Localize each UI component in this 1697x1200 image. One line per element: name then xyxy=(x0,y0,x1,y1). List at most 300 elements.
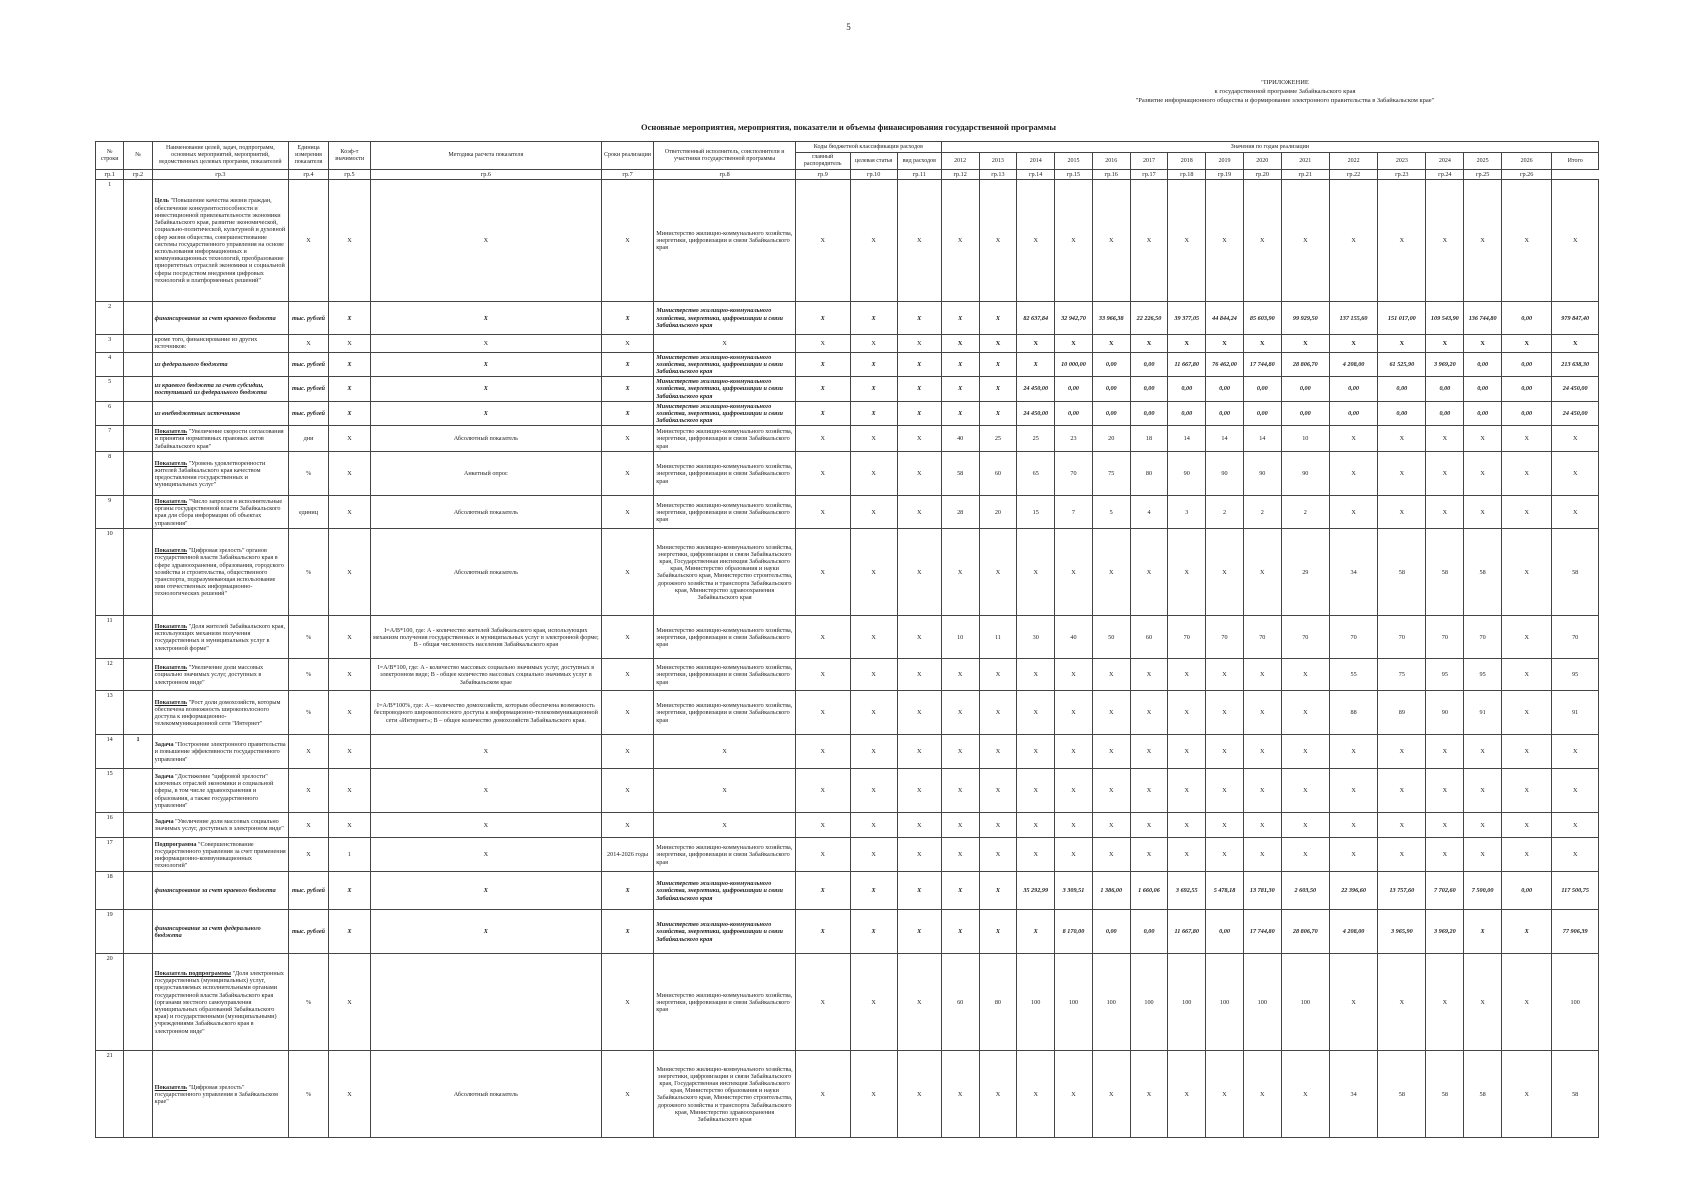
row-coef: Х xyxy=(328,1051,370,1138)
year-value: 0,00 xyxy=(1092,377,1130,402)
x-cell: Х xyxy=(795,1051,850,1138)
year-value: Х xyxy=(1378,426,1426,452)
year-value: 80 xyxy=(1130,452,1168,496)
x-cell: Х xyxy=(850,452,897,496)
row-name-text: "Совершенствование государственного управления за счет применения информационно-коммуникационных технологий" xyxy=(154,840,286,870)
year-value: Х xyxy=(1378,838,1426,872)
year-value: 0,00 xyxy=(1243,401,1281,426)
year-value: Х xyxy=(979,335,1017,352)
year-value: 25 xyxy=(1017,426,1055,452)
year-value: 0,00 xyxy=(1281,401,1329,426)
year-value: 13 781,30 xyxy=(1243,872,1281,910)
x-cell: Х xyxy=(289,335,329,352)
row-unit: % xyxy=(289,1051,329,1138)
row-executor: Министерство жилищно-коммунального хозяйства, энергетики, цифровизации и связи Забайкальского края xyxy=(654,401,796,426)
year-value: 5 478,18 xyxy=(1206,872,1244,910)
row-code-type: Х xyxy=(897,302,941,335)
year-value: 13 757,60 xyxy=(1378,872,1426,910)
row-executor: Министерство жилищно-коммунального хозяйства, энергетики, цифровизации и связи Забайкальского края xyxy=(654,616,796,659)
row-number: 3 xyxy=(96,335,124,352)
table-row xyxy=(96,496,1599,529)
row-name xyxy=(152,496,288,529)
row-code-article: Х xyxy=(850,401,897,426)
year-value: Х xyxy=(1378,954,1426,1051)
column-number: гр.24 xyxy=(1426,170,1464,180)
row-unit: Х xyxy=(289,180,329,302)
year-value: 0,00 xyxy=(1168,401,1206,426)
year-value: 30 xyxy=(1017,616,1055,659)
row-executor: Министерство жилищно-коммунального хозяйства, энергетики, цифровизации и связи Забайкальского края xyxy=(654,910,796,954)
year-value: 10 000,00 xyxy=(1055,352,1093,377)
year-value: Х xyxy=(1378,769,1426,813)
row-number: 18 xyxy=(96,872,124,910)
row-name-lead: Показатель xyxy=(154,1083,188,1091)
year-value: Х xyxy=(1243,529,1281,616)
header-code-article: целевая статья xyxy=(850,153,897,170)
row-code-main: Х xyxy=(795,401,850,426)
year-value: 100 xyxy=(1206,954,1244,1051)
year-value: Х xyxy=(1281,180,1329,302)
year-value: 60 xyxy=(979,452,1017,496)
program-table xyxy=(95,141,1599,1138)
row-unit: тыс. рублей xyxy=(289,872,329,910)
year-value: 213 638,30 xyxy=(1552,352,1599,377)
year-value: Х xyxy=(1378,735,1426,769)
row-number: 20 xyxy=(96,954,124,1051)
row-sub-number xyxy=(124,872,152,910)
year-value: Х xyxy=(941,180,979,302)
row-term: 2014-2026 годы xyxy=(601,838,653,872)
row-sub-number xyxy=(124,426,152,452)
year-value: Х xyxy=(1055,529,1093,616)
year-value: Х xyxy=(941,335,979,352)
row-number: 12 xyxy=(96,659,124,691)
year-value: Х xyxy=(1130,838,1168,872)
year-value: 17 744,80 xyxy=(1243,352,1281,377)
row-method: Х xyxy=(370,180,601,302)
table-row xyxy=(96,838,1599,872)
row-name-lead: Цель xyxy=(154,197,169,205)
table-row xyxy=(96,335,1599,352)
row-executor: Министерство жилищно-коммунального хозяйства, энергетики, цифровизации и связи Забайкальского края xyxy=(654,838,796,872)
row-term: Х xyxy=(601,691,653,735)
year-value: 0,00 xyxy=(1092,910,1130,954)
year-value: Х xyxy=(941,529,979,616)
year-value: 88 xyxy=(1329,691,1377,735)
row-unit: единиц xyxy=(289,496,329,529)
year-value: 3 969,20 xyxy=(1426,910,1464,954)
row-number: 4 xyxy=(96,352,124,377)
row-executor: Министерство жилищно-коммунального хозяйства, энергетики, цифровизации и связи Забайкальского края xyxy=(654,954,796,1051)
year-value: Х xyxy=(1055,735,1093,769)
year-value: 100 xyxy=(1055,954,1093,1051)
row-sub-number xyxy=(124,616,152,659)
year-value: 14 xyxy=(1168,426,1206,452)
row-code-article: Х xyxy=(850,910,897,954)
row-unit: % xyxy=(289,616,329,659)
year-value: Х xyxy=(1464,180,1502,302)
row-name xyxy=(152,954,288,1051)
x-cell: Х xyxy=(795,838,850,872)
x-cell: Х xyxy=(850,838,897,872)
year-value: 0,00 xyxy=(1426,401,1464,426)
row-method: Х xyxy=(370,813,601,838)
row-term: Х xyxy=(601,377,653,402)
row-code-type: Х xyxy=(897,352,941,377)
year-value: Х xyxy=(1464,954,1502,1051)
row-term: Х xyxy=(601,180,653,302)
column-number: гр.12 xyxy=(941,170,979,180)
row-name xyxy=(152,426,288,452)
year-value: 89 xyxy=(1378,691,1426,735)
x-cell: Х xyxy=(897,426,941,452)
header-year: 2021 xyxy=(1281,153,1329,170)
x-cell: Х xyxy=(795,691,850,735)
year-value: Х xyxy=(1092,813,1130,838)
year-value: Х xyxy=(941,401,979,426)
row-number: 7 xyxy=(96,426,124,452)
year-value: 2 xyxy=(1281,496,1329,529)
year-value: 0,00 xyxy=(1502,352,1552,377)
row-sub-number xyxy=(124,452,152,496)
table-row xyxy=(96,426,1599,452)
year-value: Х xyxy=(941,659,979,691)
year-value: 23 xyxy=(1055,426,1093,452)
row-method: Х xyxy=(370,872,601,910)
year-value: Х xyxy=(1502,616,1552,659)
year-value: Х xyxy=(1243,735,1281,769)
year-value: 70 xyxy=(1552,616,1599,659)
x-cell: Х xyxy=(850,180,897,302)
table-row xyxy=(96,352,1599,377)
row-unit: тыс. рублей xyxy=(289,910,329,954)
year-value: 58 xyxy=(941,452,979,496)
row-name xyxy=(152,529,288,616)
year-value: 100 xyxy=(1168,954,1206,1051)
row-name-text: "Увеличение доли массовых социально значимых услуг, доступных в электронном виде" xyxy=(154,818,284,833)
year-value: Х xyxy=(1243,180,1281,302)
year-value: Х xyxy=(979,302,1017,335)
row-name-text: "Достижение "цифровой зрелости" ключевых отраслей экономики и социальной сферы, в том числе здравоохранения и образования, а также государственного управления" xyxy=(154,772,274,809)
header-year: 2019 xyxy=(1206,153,1244,170)
row-number: 15 xyxy=(96,769,124,813)
row-code-type: Х xyxy=(897,401,941,426)
x-cell: Х xyxy=(795,180,850,302)
year-value: 50 xyxy=(1092,616,1130,659)
row-name-lead: Показатель подпрограммы xyxy=(154,970,231,978)
year-value: 109 543,90 xyxy=(1426,302,1464,335)
column-number: гр.11 xyxy=(897,170,941,180)
year-value: 14 xyxy=(1206,426,1244,452)
row-term: Х xyxy=(601,302,653,335)
year-value: 90 xyxy=(1281,452,1329,496)
year-value: 20 xyxy=(979,496,1017,529)
year-value: 100 xyxy=(1130,954,1168,1051)
row-method: Абсолютный показатель xyxy=(370,1051,601,1138)
year-value: Х xyxy=(1502,426,1552,452)
year-value: 1 660,06 xyxy=(1130,872,1168,910)
year-value: 0,00 xyxy=(1206,377,1244,402)
year-value: Х xyxy=(1017,335,1055,352)
row-name xyxy=(152,616,288,659)
year-value: Х xyxy=(1329,954,1377,1051)
year-value: Х xyxy=(1206,1051,1244,1138)
year-value: 100 xyxy=(1552,954,1599,1051)
year-value: 0,00 xyxy=(1464,401,1502,426)
year-value: Х xyxy=(1378,452,1426,496)
year-value: 100 xyxy=(1281,954,1329,1051)
year-value: 40 xyxy=(1055,616,1093,659)
year-value: Х xyxy=(1281,735,1329,769)
year-value: 33 966,38 xyxy=(1092,302,1130,335)
year-value: 15 xyxy=(1017,496,1055,529)
year-value: 117 500,75 xyxy=(1552,872,1599,910)
row-name xyxy=(152,769,288,813)
year-value: Х xyxy=(1168,838,1206,872)
row-coef: Х xyxy=(328,691,370,735)
year-value: Х xyxy=(1243,769,1281,813)
table-row xyxy=(96,813,1599,838)
year-value: Х xyxy=(1092,659,1130,691)
header-codes: Коды бюджетной классификации расходов xyxy=(795,142,941,153)
row-number: 8 xyxy=(96,452,124,496)
year-value: Х xyxy=(1168,813,1206,838)
year-value: 24 450,00 xyxy=(1552,401,1599,426)
year-value: 10 xyxy=(941,616,979,659)
year-value: 100 xyxy=(1017,954,1055,1051)
year-value: Х xyxy=(1502,335,1552,352)
row-name-lead: Показатель xyxy=(154,623,188,631)
year-value: Х xyxy=(1055,838,1093,872)
year-value: Х xyxy=(941,377,979,402)
year-value: 70 xyxy=(1243,616,1281,659)
column-number: гр.1 xyxy=(96,170,124,180)
x-cell: Х xyxy=(795,769,850,813)
header-year: 2014 xyxy=(1017,153,1055,170)
row-unit: % xyxy=(289,954,329,1051)
page-number: 5 xyxy=(846,22,851,32)
year-value: Х xyxy=(1426,426,1464,452)
header-year: 2016 xyxy=(1092,153,1130,170)
row-term: Х xyxy=(601,910,653,954)
row-coef: Х xyxy=(328,616,370,659)
row-coef: 1 xyxy=(328,838,370,872)
year-value: 58 xyxy=(1426,1051,1464,1138)
year-value: Х xyxy=(1092,735,1130,769)
row-coef: Х xyxy=(328,872,370,910)
year-value: 4 208,00 xyxy=(1329,352,1377,377)
column-number: гр.10 xyxy=(850,170,897,180)
year-value: Х xyxy=(1502,452,1552,496)
year-value: Х xyxy=(941,838,979,872)
row-executor: Министерство жилищно-коммунального хозяйства, энергетики, цифровизации и связи Забайкальского края xyxy=(654,496,796,529)
year-value: Х xyxy=(1281,659,1329,691)
year-value: Х xyxy=(1502,496,1552,529)
row-method: Х xyxy=(370,769,601,813)
year-value: Х xyxy=(1055,813,1093,838)
year-value: Х xyxy=(1552,335,1599,352)
row-coef: Х xyxy=(328,954,370,1051)
year-value: Х xyxy=(1502,735,1552,769)
row-term: Х xyxy=(601,529,653,616)
x-cell: Х xyxy=(897,659,941,691)
row-method xyxy=(370,954,601,1051)
row-executor: Министерство жилищно-коммунального хозяйства, энергетики, цифровизации и связи Забайкальского края, Государственная инспекция Забайкальского края, Министерство образования и науки Забайкальского края, Министерство строительства, дорожного хозяйства и транспорта Забайкальского края, Министерство здравоохранения Забайкальского края xyxy=(654,529,796,616)
header-year: 2015 xyxy=(1055,153,1093,170)
year-value: 2 xyxy=(1243,496,1281,529)
year-value: 90 xyxy=(1206,452,1244,496)
year-value: Х xyxy=(1502,691,1552,735)
year-value: Х xyxy=(1502,910,1552,954)
row-unit: % xyxy=(289,529,329,616)
year-value: 28 806,70 xyxy=(1281,352,1329,377)
year-value: Х xyxy=(1206,813,1244,838)
row-name-lead: Показатель xyxy=(154,698,188,706)
year-value: Х xyxy=(979,691,1017,735)
column-number: гр.5 xyxy=(328,170,370,180)
appendix-line3: "Развитие информационного общества и формирование электронного правительства в Забайкальском крае" xyxy=(1135,97,1435,104)
row-name-text: "Уровень удовлетворенности жителей Забайкальского края качеством предоставления государственных и муниципальных услуг" xyxy=(154,459,266,489)
column-number: гр.23 xyxy=(1378,170,1426,180)
year-value: 58 xyxy=(1464,1051,1502,1138)
year-value: 3 xyxy=(1168,496,1206,529)
year-value: Х xyxy=(1130,335,1168,352)
year-value: Х xyxy=(1281,813,1329,838)
row-name-text: "Построение электронного правительства и повышение эффективности государственного управления" xyxy=(154,741,286,763)
year-value: Х xyxy=(1017,769,1055,813)
year-value: 95 xyxy=(1552,659,1599,691)
x-cell: Х xyxy=(897,1051,941,1138)
year-value: 70 xyxy=(1055,452,1093,496)
column-number: гр.7 xyxy=(601,170,653,180)
year-value: Х xyxy=(1502,180,1552,302)
row-coef: Х xyxy=(328,529,370,616)
x-cell: Х xyxy=(795,659,850,691)
year-value: 11 667,80 xyxy=(1168,910,1206,954)
x-cell: Х xyxy=(897,735,941,769)
row-executor: Х xyxy=(654,813,796,838)
year-value: 95 xyxy=(1464,659,1502,691)
year-value: Х xyxy=(1017,180,1055,302)
row-term: Х xyxy=(601,401,653,426)
year-value: Х xyxy=(1206,529,1244,616)
row-name-lead: Подпрограмма xyxy=(154,840,197,848)
year-value: Х xyxy=(979,377,1017,402)
row-term: Х xyxy=(601,352,653,377)
row-sub-number xyxy=(124,813,152,838)
row-sub-number xyxy=(124,401,152,426)
header-code-main: главный распорядитель xyxy=(795,153,850,170)
column-number: гр.2 xyxy=(124,170,152,180)
year-value: 34 xyxy=(1329,529,1377,616)
year-value: Х xyxy=(1092,769,1130,813)
row-term: Х xyxy=(601,659,653,691)
row-name-lead: Показатель xyxy=(154,498,188,506)
year-value: Х xyxy=(1055,659,1093,691)
header-executor: Ответственный исполнитель, соисполнители и участники государственной программы xyxy=(654,142,796,170)
row-coef: Х xyxy=(328,426,370,452)
row-code-type: Х xyxy=(897,377,941,402)
year-value: 90 xyxy=(1243,452,1281,496)
year-value: Х xyxy=(1502,1051,1552,1138)
year-value: Х xyxy=(1243,335,1281,352)
row-method: Анкетный опрос xyxy=(370,452,601,496)
year-value: Х xyxy=(1378,496,1426,529)
header-name: Наименование целей, задач, подпрограмм, основных мероприятий, мероприятий, ведомственных целевых программ, показателей xyxy=(152,142,288,170)
row-sub-number xyxy=(124,954,152,1051)
year-value: Х xyxy=(1017,838,1055,872)
year-value: Х xyxy=(1168,769,1206,813)
row-name: из внебюджетных источников xyxy=(152,401,288,426)
year-value: 58 xyxy=(1552,529,1599,616)
year-value: Х xyxy=(1464,452,1502,496)
year-value: 0,00 xyxy=(1378,377,1426,402)
row-code-type: Х xyxy=(897,910,941,954)
row-coef: Х xyxy=(328,352,370,377)
year-value: 1 386,00 xyxy=(1092,872,1130,910)
row-name xyxy=(152,659,288,691)
row-unit: тыс. рублей xyxy=(289,302,329,335)
year-value: 70 xyxy=(1378,616,1426,659)
year-value: 7 xyxy=(1055,496,1093,529)
year-value: 25 xyxy=(979,426,1017,452)
row-code-main: Х xyxy=(795,910,850,954)
row-number: 14 xyxy=(96,735,124,769)
year-value: Х xyxy=(1378,180,1426,302)
appendix-header xyxy=(1085,78,1485,105)
row-unit: % xyxy=(289,452,329,496)
row-name-lead: Задача xyxy=(154,772,174,780)
row-unit: тыс. рублей xyxy=(289,401,329,426)
row-name-lead: Задача xyxy=(154,818,174,826)
x-cell: Х xyxy=(897,335,941,352)
row-method: I=A/B*100%, где: A – количество домохозяйств, которым обеспечена возможность беспроводного широкополосного доступа к информационно-телекоммуникационной сети «Интернет»; B – общее количество домохозяйств Забайкальского края. xyxy=(370,691,601,735)
year-value: Х xyxy=(1426,335,1464,352)
year-value: 70 xyxy=(1281,616,1329,659)
row-name-lead: Показатель xyxy=(154,547,188,555)
column-number: гр.20 xyxy=(1243,170,1281,180)
year-value: 0,00 xyxy=(1130,910,1168,954)
row-number: 21 xyxy=(96,1051,124,1138)
row-sub-number xyxy=(124,691,152,735)
year-value: 70 xyxy=(1426,616,1464,659)
year-value: 100 xyxy=(1243,954,1281,1051)
year-value: Х xyxy=(1130,529,1168,616)
column-number: гр.15 xyxy=(1055,170,1093,180)
x-cell: Х xyxy=(897,616,941,659)
table-row xyxy=(96,302,1599,335)
table-row xyxy=(96,529,1599,616)
row-code-main: Х xyxy=(795,352,850,377)
year-value: 8 170,00 xyxy=(1055,910,1093,954)
year-value: Х xyxy=(1206,769,1244,813)
year-value: Х xyxy=(1168,335,1206,352)
year-value: Х xyxy=(1130,735,1168,769)
row-executor: Министерство жилищно-коммунального хозяйства, энергетики, цифровизации и связи Забайкальского края, Государственная инспекция Забайкальского края, Министерство образования и науки Забайкальского края, Министерство строительства, дорожного хозяйства и транспорта Забайкальского края, Министерство здравоохранения Забайкальского края xyxy=(654,1051,796,1138)
year-value: Х xyxy=(1329,735,1377,769)
row-executor: Министерство жилищно-коммунального хозяйства, энергетики, цифровизации и связи Забайкальского края xyxy=(654,302,796,335)
year-value: Х xyxy=(941,735,979,769)
row-code-main: Х xyxy=(795,302,850,335)
year-value: Х xyxy=(941,769,979,813)
x-cell: Х xyxy=(897,496,941,529)
year-value: Х xyxy=(1464,426,1502,452)
row-coef: Х xyxy=(328,496,370,529)
table-row xyxy=(96,735,1599,769)
row-code-main: Х xyxy=(795,872,850,910)
year-value: Х xyxy=(1464,735,1502,769)
year-value: 136 744,80 xyxy=(1464,302,1502,335)
